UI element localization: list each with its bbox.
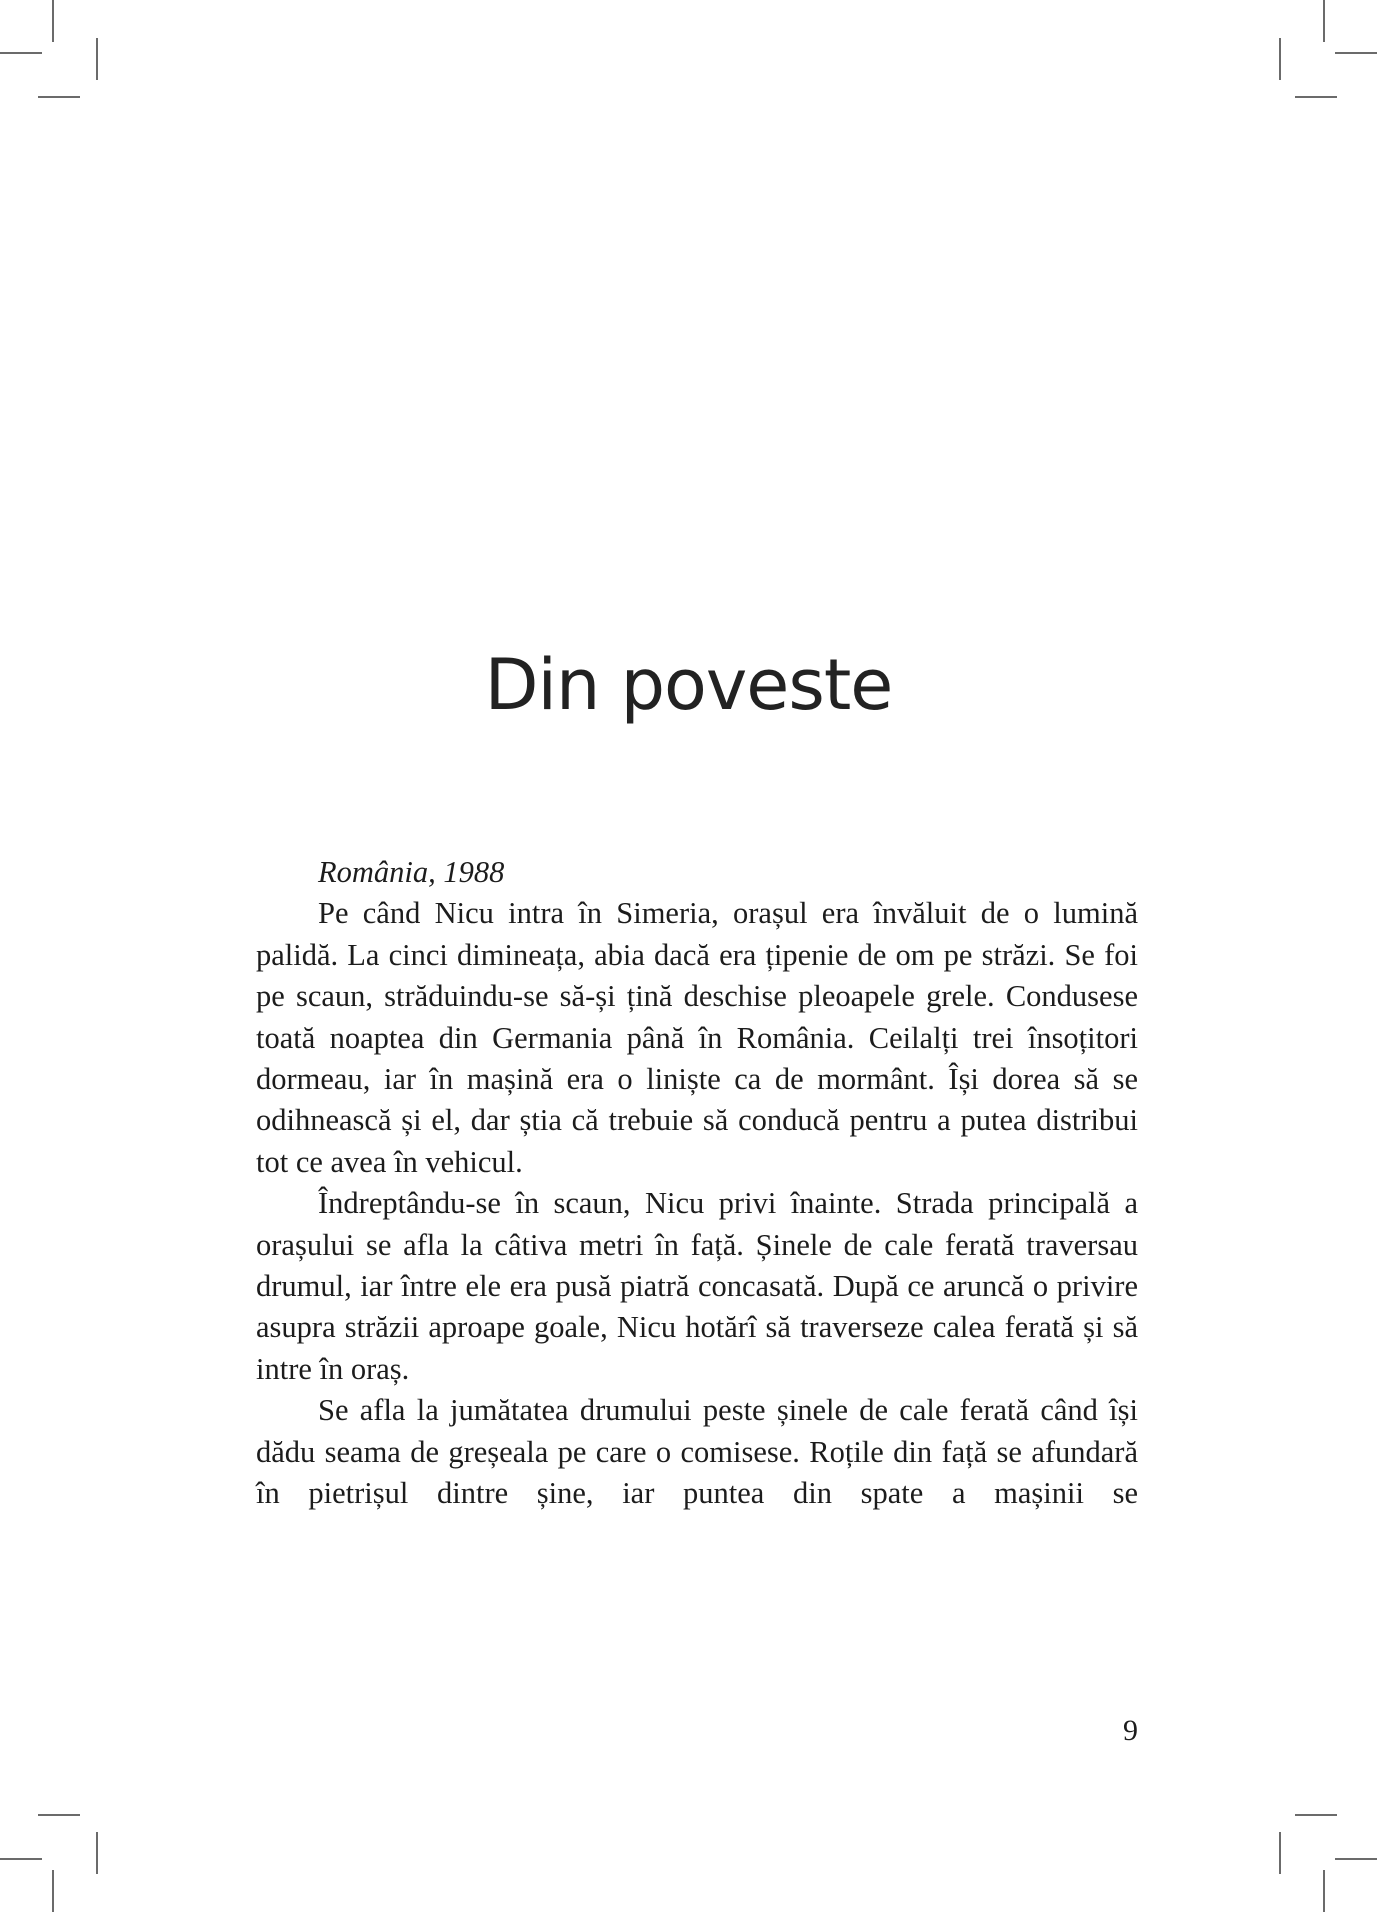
crop-mark-top-right-horizontal xyxy=(1295,96,1337,98)
crop-mark-bottom-right-horizontal xyxy=(1295,1814,1337,1816)
crop-mark-top-left-vertical xyxy=(52,0,54,42)
crop-mark-bottom-left-horizontal xyxy=(38,1814,80,1816)
paragraph-1: Pe când Nicu intra în Simeria, orașul era învăluit de o lumină palidă. La cinci dimineața, abia dacă era țipenie de om pe străzi. Se foi pe scaun, străduindu-se să-și țină deschise pleoapele grele. Condusese toată noaptea din Germania până în România. Ceilalți trei însoțitori dormeau, iar în mașină era o liniște ca de mormânt. Își dorea să se odihnească și el, dar știa că trebuie să conducă pentru a putea distribui tot ce avea în vehicul. xyxy=(256,896,1138,1179)
crop-mark-bottom-left-vertical-inner xyxy=(96,1832,98,1874)
paragraph-2: Îndreptându-se în scaun, Nicu privi înainte. Strada principală a orașului se afla la câtiva metri în față. Șinele de cale ferată traversau drumul, iar între ele era pusă piatră concasată. După ce aruncă o privire asupra străzii aproape goale, Nicu hotărî să traverseze calea ferată și să intre în oraș. xyxy=(256,1186,1138,1386)
crop-mark-top-left-horizontal xyxy=(38,96,80,98)
crop-mark-bottom-left-vertical xyxy=(52,1870,54,1912)
chapter-title: Din poveste xyxy=(484,644,893,726)
dateline: România, 1988 xyxy=(318,855,505,889)
crop-mark-top-left-horizontal-outer xyxy=(0,52,42,54)
crop-mark-bottom-right-vertical xyxy=(1323,1870,1325,1912)
crop-mark-bottom-right-horizontal-outer xyxy=(1335,1858,1377,1860)
crop-mark-bottom-left-horizontal-outer xyxy=(0,1858,42,1860)
crop-mark-bottom-right-vertical-inner xyxy=(1279,1832,1281,1874)
crop-mark-top-right-vertical-inner xyxy=(1279,38,1281,80)
page-number: 9 xyxy=(1123,1714,1138,1747)
paragraph-3: Se afla la jumătatea drumului peste șinele de cale ferată când își dădu seama de greșeala pe care o comisese. Roțile din față se afundară în pietrișul dintre șine, iar puntea din spate a mașinii se xyxy=(256,1393,1138,1511)
crop-mark-top-right-vertical xyxy=(1323,0,1325,42)
crop-mark-top-left-vertical-inner xyxy=(96,38,98,80)
crop-mark-top-right-horizontal-outer xyxy=(1335,52,1377,54)
body-text xyxy=(256,852,1138,1515)
